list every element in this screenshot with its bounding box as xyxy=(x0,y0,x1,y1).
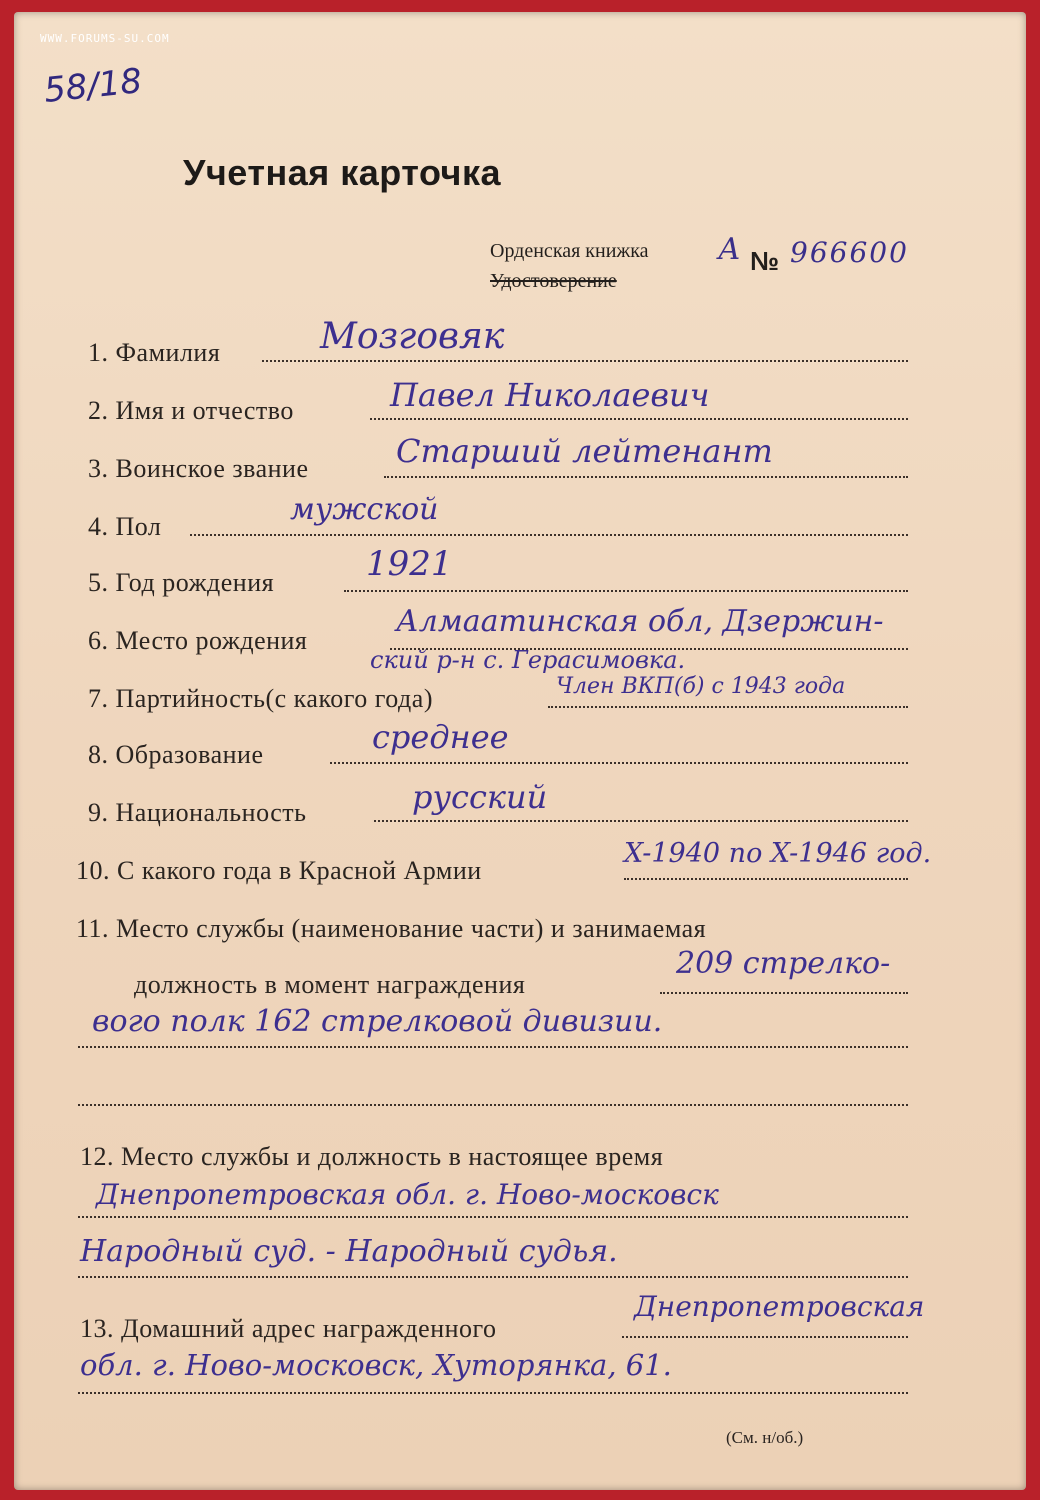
field-6-value-cont: ский р-н с. Герасимовка. xyxy=(370,646,686,674)
field-5-label: 5. Год рождения xyxy=(88,568,275,597)
field-9-line xyxy=(374,820,908,822)
field-1-label: 1. Фамилия xyxy=(88,338,221,367)
field-12-line-2 xyxy=(78,1276,908,1278)
field-11-line-3 xyxy=(78,1104,908,1106)
field-13-label: 13. Домашний адрес награжденного xyxy=(80,1314,497,1343)
field-10-value: X-1940 по X-1946 год. xyxy=(624,838,932,869)
field-12-value: Днепропетровская обл. г. Ново-московск xyxy=(96,1178,719,1211)
field-13-line-1 xyxy=(622,1336,908,1338)
field-7-value: Член ВКП(б) с 1943 года xyxy=(556,674,846,699)
field-13-value-cont: обл. г. Ново-московск, Хуторянка, 61. xyxy=(80,1348,672,1382)
field-11-line-2 xyxy=(78,1046,908,1048)
certificate-struck-label: Удостоверение xyxy=(490,270,617,292)
field-13-line-2 xyxy=(78,1392,908,1394)
field-11-value: 209 стрелко- xyxy=(676,946,891,981)
watermark: WWW.FORUMS-SU.COM xyxy=(40,32,170,45)
field-10-label: 10. С какого года в Красной Армии xyxy=(76,856,482,885)
order-book-number: 966600 xyxy=(790,236,909,269)
field-4-line xyxy=(190,534,908,536)
field-2-label: 2. Имя и отчество xyxy=(88,396,294,425)
field-10-line xyxy=(624,878,908,880)
field-7-line xyxy=(548,706,908,708)
field-7-label: 7. Партийность(с какого года) xyxy=(88,684,433,713)
field-1-value: Мозговяк xyxy=(320,316,505,357)
footnote: (См. н/об.) xyxy=(726,1428,804,1447)
field-11-value-cont: вого полк 162 стрелковой дивизии. xyxy=(92,1004,663,1039)
field-4-value: мужской xyxy=(290,492,439,527)
field-6-label: 6. Место рождения xyxy=(88,626,308,655)
field-4-label: 4. Пол xyxy=(88,512,162,541)
field-2-value: Павел Николаевич xyxy=(390,376,710,414)
number-sign: № xyxy=(750,246,779,276)
field-8-line xyxy=(330,762,908,764)
field-11-label: 11. Место службы (наименование части) и занимаемая xyxy=(76,914,707,943)
field-9-label: 9. Национальность xyxy=(88,798,307,827)
page-title: Учетная карточка xyxy=(183,152,501,193)
field-3-value: Старший лейтенант xyxy=(396,432,773,470)
field-8-value: среднее xyxy=(372,718,509,756)
field-8-label: 8. Образование xyxy=(88,740,264,769)
field-6-value: Алмаатинская обл, Дзержин- xyxy=(396,604,884,639)
field-2-line xyxy=(370,418,908,420)
field-5-line xyxy=(344,590,908,592)
field-11-line-1 xyxy=(660,992,908,994)
archive-mark: 58/18 xyxy=(42,60,144,112)
order-book-series: А xyxy=(718,232,741,267)
field-3-label: 3. Воинское звание xyxy=(88,454,309,483)
field-1-line xyxy=(262,360,908,362)
field-9-value: русский xyxy=(412,778,548,816)
field-11-label-cont: должность в момент награждения xyxy=(134,970,526,999)
field-12-label: 12. Место службы и должность в настоящее время xyxy=(80,1142,664,1171)
field-3-line xyxy=(384,476,908,478)
field-12-value-cont: Народный суд. - Народный судья. xyxy=(80,1234,618,1269)
field-5-value: 1921 xyxy=(366,544,453,584)
field-13-value: Днепропетровская xyxy=(634,1290,925,1323)
field-12-line-1 xyxy=(78,1216,908,1218)
order-book-label: Орденская книжка xyxy=(490,240,649,262)
